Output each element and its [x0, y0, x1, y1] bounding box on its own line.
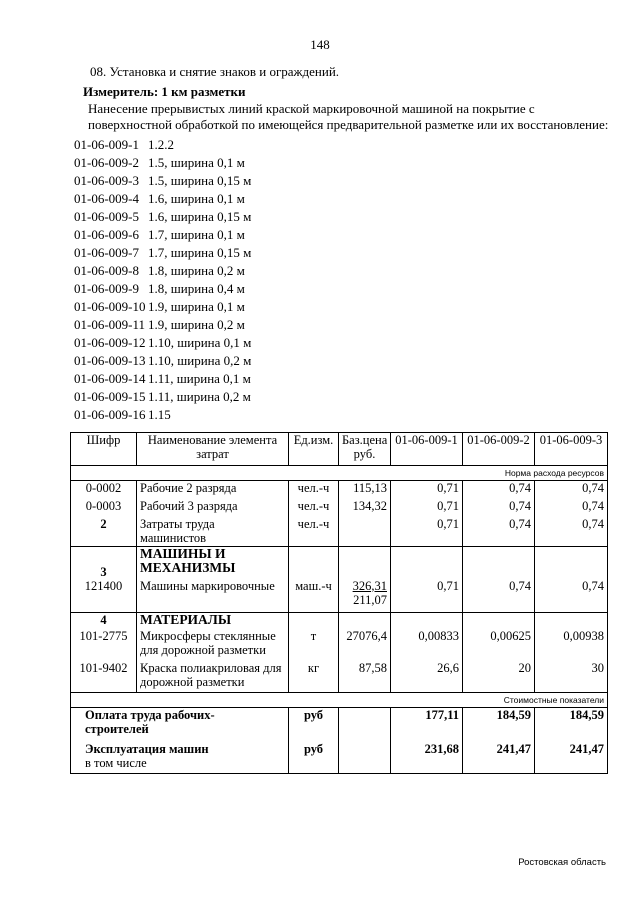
code-list-item [74, 298, 251, 316]
header-col3: 01-06-009-3 [535, 433, 608, 466]
row-subname: в том числе [85, 755, 147, 770]
code-list-item [74, 208, 251, 226]
code-list-code: 01-06-009-13 [74, 353, 146, 368]
row-unit: руб [289, 742, 339, 774]
code-list-text: 1.11, ширина 0,2 м [148, 389, 251, 404]
code-list-code: 01-06-009-8 [74, 263, 139, 278]
row-name: Микросферы стеклянные для дорожной разметки [137, 629, 289, 661]
page-number: 148 [310, 37, 330, 52]
row-name: Рабочие 2 разряда [137, 481, 289, 499]
row-name: Затраты труда машинистов [137, 517, 289, 547]
row-price: 115,13 [339, 481, 391, 499]
row-name: Краска полиакриловая для дорожной разметки [137, 661, 289, 693]
table-row [71, 742, 608, 774]
code-list-item [74, 316, 251, 334]
row-value-2: 0,00625 [463, 629, 535, 661]
row-code: 0-0002 [71, 481, 137, 499]
row-value-2: 20 [463, 661, 535, 693]
code-list-code: 01-06-009-10 [74, 299, 146, 314]
row-name: МАТЕРИАЛЫ [137, 613, 289, 629]
row-price: 134,32 [339, 499, 391, 517]
row-name: Машины маркировочные [137, 579, 289, 613]
code-list-item [74, 280, 251, 298]
row-name: Оплата труда рабочих- строителей [71, 708, 289, 742]
code-list-text: 1.8, ширина 0,2 м [148, 263, 245, 278]
code-list-item [74, 226, 251, 244]
section-title: 08. Установка и снятие знаков и ограждений. [90, 64, 340, 79]
row-value-1: 0,71 [391, 481, 463, 499]
code-list-text: 1.6, ширина 0,15 м [148, 209, 252, 224]
row-value-2: 184,59 [463, 708, 535, 742]
row-unit: чел.-ч [289, 499, 339, 517]
table-row [71, 579, 608, 613]
description: Нанесение прерывистых линий краской маркировочной машиной на покрытие с поверхностной обработкой по имеющейся предварительной разметке или их восстановление: [88, 101, 609, 132]
code-list-text: 1.15 [148, 407, 171, 422]
table-row [71, 499, 608, 517]
code-list-code: 01-06-009-11 [74, 317, 146, 332]
row-name: МАШИНЫ И МЕХАНИЗМЫ [137, 547, 289, 579]
code-list-text: 1.6, ширина 0,1 м [148, 191, 245, 206]
code-list-item [74, 388, 251, 406]
code-list-text: 1.5, ширина 0,1 м [148, 155, 245, 170]
row-code: 121400 [71, 579, 137, 613]
row-value-1: 26,6 [391, 661, 463, 693]
row-code: 101-9402 [71, 661, 137, 693]
code-list-code: 01-06-009-16 [74, 407, 146, 422]
table-row [71, 613, 608, 629]
table-row [71, 661, 608, 693]
header-unit: Ед.изм. [289, 433, 339, 466]
row-value-1: 0,71 [391, 517, 463, 547]
row-value-3: 0,00938 [535, 629, 608, 661]
code-list-code: 01-06-009-6 [74, 227, 139, 242]
row-unit: чел.-ч [289, 481, 339, 499]
code-list-text: 1.8, ширина 0,4 м [148, 281, 245, 296]
row-value-3: 0,74 [535, 481, 608, 499]
row-value-1: 231,68 [391, 742, 463, 774]
row-price [339, 579, 391, 613]
code-list-text: 1.10, ширина 0,2 м [148, 353, 252, 368]
code-list-code: 01-06-009-9 [74, 281, 139, 296]
code-list-text: 1.10, ширина 0,1 м [148, 335, 252, 350]
row-code: 4 [71, 613, 137, 629]
code-list-code: 01-06-009-1 [74, 137, 139, 152]
row-value-2: 0,74 [463, 481, 535, 499]
code-list-item [74, 172, 251, 190]
code-list-code: 01-06-009-5 [74, 209, 139, 224]
row-unit: руб [289, 708, 339, 742]
row-code: 101-2775 [71, 629, 137, 661]
row-value-3: 30 [535, 661, 608, 693]
code-list-item [74, 370, 251, 388]
row-name: Рабочий 3 разряда [137, 499, 289, 517]
code-list [74, 136, 251, 424]
code-list-text: 1.9, ширина 0,1 м [148, 299, 245, 314]
table-row [71, 547, 608, 579]
code-list-item [74, 154, 251, 172]
row-code: 3 [71, 547, 137, 579]
code-list-item [74, 244, 251, 262]
row-unit: чел.-ч [289, 517, 339, 547]
code-list-item [74, 262, 251, 280]
row-price: 27076,4 [339, 629, 391, 661]
row-code: 0-0003 [71, 499, 137, 517]
row-price: 87,58 [339, 661, 391, 693]
header-col2: 01-06-009-2 [463, 433, 535, 466]
code-list-text: 1.7, ширина 0,15 м [148, 245, 252, 260]
meter-label: Измеритель: 1 км разметки [83, 84, 246, 99]
code-list-text: 1.5, ширина 0,15 м [148, 173, 252, 188]
header-base-price: Баз.цена руб. [339, 433, 391, 466]
code-list-code: 01-06-009-12 [74, 335, 146, 350]
row-value-2: 0,74 [463, 517, 535, 547]
row-value-3: 0,74 [535, 517, 608, 547]
code-list-text: 1.11, ширина 0,1 м [148, 371, 251, 386]
table-row [71, 517, 608, 547]
cost-table [70, 432, 608, 774]
table-row [71, 481, 608, 499]
header-col1: 01-06-009-1 [391, 433, 463, 466]
cost-caption-row [71, 693, 608, 708]
row-value-1: 177,11 [391, 708, 463, 742]
row-value-1: 0,00833 [391, 629, 463, 661]
code-list-item [74, 406, 251, 424]
row-value-3: 0,74 [535, 499, 608, 517]
code-list-item [74, 136, 251, 154]
row-price-bottom: 211,07 [353, 592, 387, 607]
row-price-top: 326,31 [352, 578, 387, 593]
row-value-2: 241,47 [463, 742, 535, 774]
norm-caption: Норма расхода ресурсов [71, 466, 608, 481]
row-price [339, 517, 391, 547]
row-value-1: 0,71 [391, 499, 463, 517]
row-unit: маш.-ч [289, 579, 339, 613]
code-list-item [74, 190, 251, 208]
row-value-2: 0,74 [463, 499, 535, 517]
row-name: Эксплуатация машин [85, 741, 209, 756]
code-list-item [74, 334, 251, 352]
code-list-code: 01-06-009-7 [74, 245, 139, 260]
code-list-text: 1.9, ширина 0,2 м [148, 317, 245, 332]
row-value-3: 241,47 [535, 742, 608, 774]
row-value-1: 0,71 [391, 579, 463, 613]
row-value-2: 0,74 [463, 579, 535, 613]
code-list-code: 01-06-009-2 [74, 155, 139, 170]
table-row [71, 708, 608, 742]
row-unit: кг [289, 661, 339, 693]
code-list-text: 1.2.2 [148, 137, 174, 152]
code-list-code: 01-06-009-4 [74, 191, 139, 206]
footer-region: Ростовская область [518, 857, 606, 868]
code-list-item [74, 352, 251, 370]
code-list-code: 01-06-009-3 [74, 173, 139, 188]
code-list-code: 01-06-009-15 [74, 389, 146, 404]
table-header-row [71, 433, 608, 466]
row-unit: т [289, 629, 339, 661]
row-code: 2 [71, 517, 137, 547]
row-value-3: 184,59 [535, 708, 608, 742]
header-code: Шифр [71, 433, 137, 466]
norm-caption-row [71, 466, 608, 481]
table-row [71, 629, 608, 661]
header-name: Наименование элемента затрат [137, 433, 289, 466]
code-list-code: 01-06-009-14 [74, 371, 146, 386]
code-list-text: 1.7, ширина 0,1 м [148, 227, 245, 242]
cost-caption: Стоимостные показатели [71, 693, 608, 708]
row-value-3: 0,74 [535, 579, 608, 613]
